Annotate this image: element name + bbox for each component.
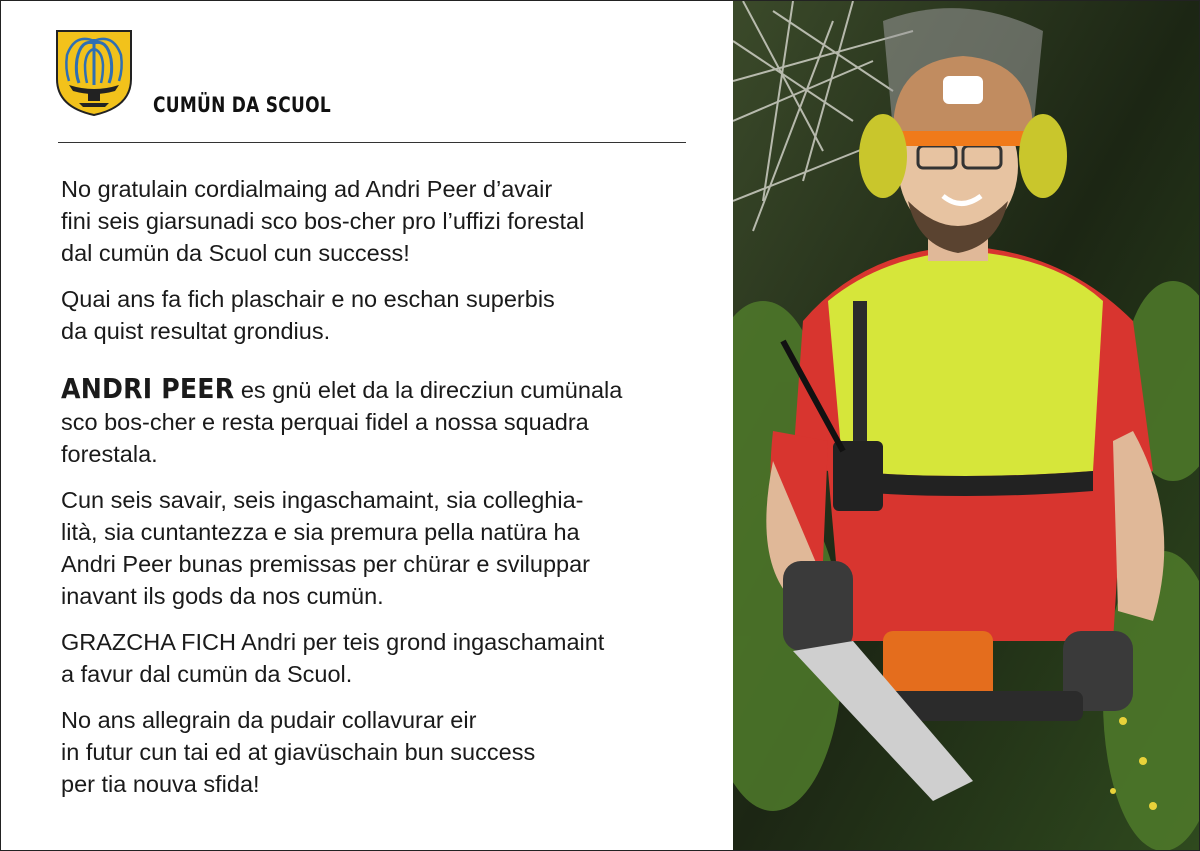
paragraph-thanks bbox=[61, 626, 701, 690]
organization-name: CUMÜN DA SCUOL bbox=[153, 93, 331, 117]
text-line: GRAZCHA FICH Andri per teis grond ingaschamaint bbox=[61, 629, 605, 655]
text-line: No ans allegrain da pudair collavurar eir bbox=[61, 707, 477, 733]
text-line: Quai ans fa fich plaschair e no eschan superbis bbox=[61, 286, 555, 312]
text-line: forestala. bbox=[61, 441, 158, 467]
text-line: es gnü elet da la direcziun cumünala bbox=[234, 377, 623, 403]
header-divider bbox=[58, 142, 686, 143]
text-line: in futur cun tai ed at giavüschain bun success bbox=[61, 739, 536, 765]
text-line: fini seis giarsunadi sco bos-cher pro l’uffizi forestal bbox=[61, 208, 585, 234]
text-line: No gratulain cordialmaing ad Andri Peer d’avair bbox=[61, 176, 553, 202]
text-line: sco bos-cher e resta perquai fidel a nossa squadra bbox=[61, 409, 589, 435]
paragraph-qualities bbox=[61, 484, 701, 612]
text-line: per tia nouva sfida! bbox=[61, 771, 260, 797]
paragraph-congratulation bbox=[61, 173, 701, 269]
text-line: lità, sia cuntantezza e sia premura pella natüra ha bbox=[61, 519, 580, 545]
text-line: a favur dal cumün da Scuol. bbox=[61, 661, 353, 687]
text-line: Cun seis savair, seis ingaschamaint, sia colleghia- bbox=[61, 487, 584, 513]
forester-photo bbox=[733, 1, 1199, 850]
text-panel bbox=[1, 1, 733, 850]
paragraph-election bbox=[61, 373, 701, 470]
paragraph-wishes bbox=[61, 704, 701, 800]
forester-illustration bbox=[733, 1, 1199, 850]
paragraph-pride bbox=[61, 283, 701, 347]
message-body bbox=[61, 173, 701, 814]
text-line: Andri Peer bunas premissas per chürar e sviluppar bbox=[61, 551, 591, 577]
text-line: da quist resultat grondius. bbox=[61, 318, 331, 344]
text-line: inavant ils gods da nos cumün. bbox=[61, 583, 384, 609]
text-line: dal cumün da Scuol cun success! bbox=[61, 240, 410, 266]
coat-of-arms-logo bbox=[55, 29, 133, 117]
person-name: ANDRI PEER bbox=[61, 372, 235, 405]
